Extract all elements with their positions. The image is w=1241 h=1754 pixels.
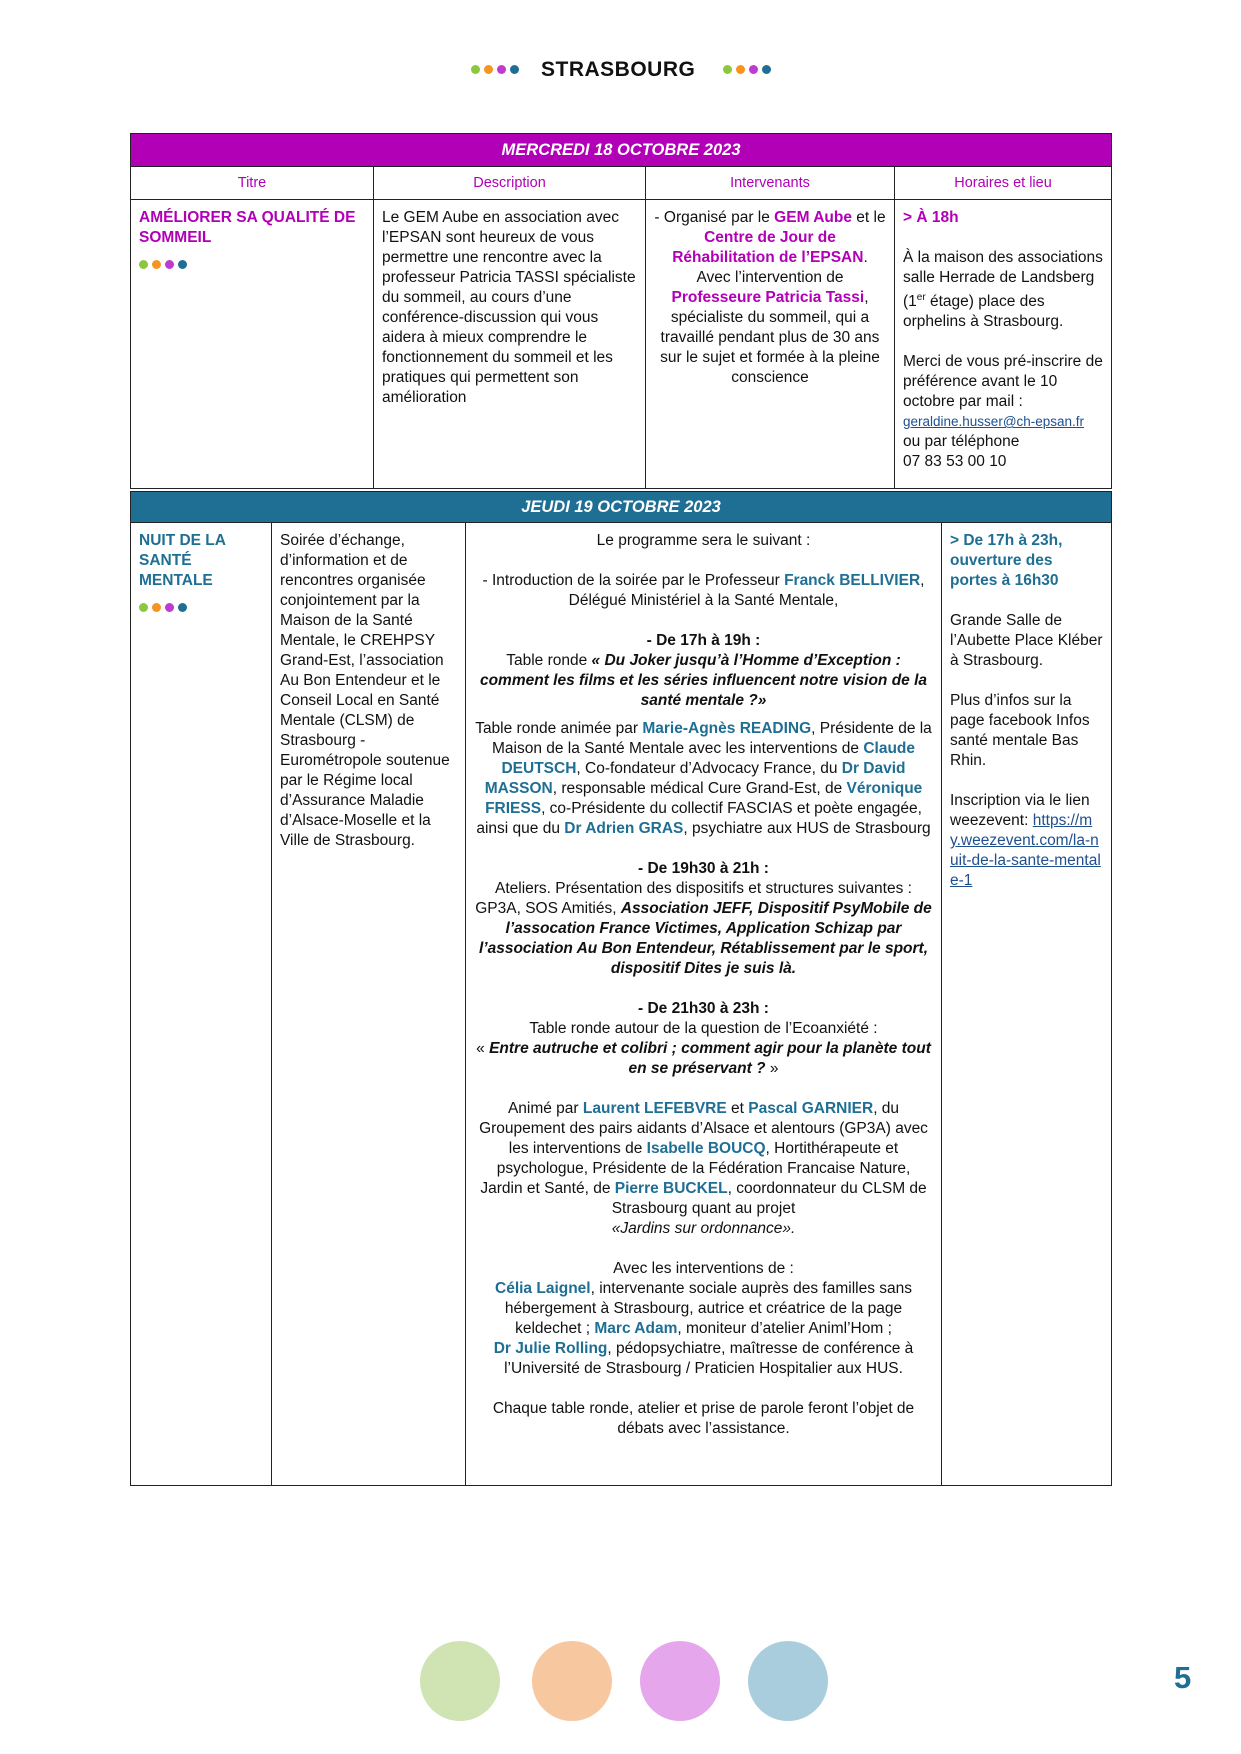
session3-speakers: Animé par Laurent LEFEBVRE et Pascal GARNIER, du Groupement des pairs aidants d’Alsace et alentours (GP3A) avec les interventions de Isabelle BOUCQ, Hortithérapeute et psychologue, Présidente de la Fédération Francaise Nature, Jardin et Santé, de Pierre BUCKEL, coordonnateur du CLSM de Strasbourg quant au projet [479, 1100, 928, 1217]
event-time: > À 18h [903, 209, 959, 226]
title-dots [139, 260, 365, 269]
event-table-day2 [130, 491, 1112, 1486]
event-horaires [895, 200, 1112, 489]
programme-intro: - Introduction de la soirée par le Professeur Franck BELLIVIER, Délégué Ministériel à la Santé Mentale, [482, 572, 925, 609]
header-dots-right [723, 65, 771, 74]
event-title-cell [131, 523, 272, 1486]
session2-time: - De 19h30 à 21h : [638, 860, 769, 877]
event-location: Grande Salle de l’Aubette Place Kléber à Strasbourg. [950, 612, 1103, 669]
dot-orange [484, 65, 493, 74]
session2-ateliers: Ateliers. Présentation des dispositifs et structures suivantes : GP3A, SOS Amitiés, Association JEFF, Dispositif PsyMobile de l’assocation France Victimes, Application Schizap par l’association Au Bon Entendeur, Rétablissement par le sport, dispositif Dites je suis là. [475, 880, 932, 977]
event-programme: Le programme sera le suivant : - Introduction de la soirée par le Professeur Franck BELLIVIER, Délégué Ministériel à la Santé Mentale, - De 17h à 19h : Table ronde « Du Joker jusqu’à l’Homme d’Exception : comment les films et les séries influencent notre vision de la santé mentale ?» Table ronde animée par Marie-Agnès READING, Présidente de la Maison de la Santé Mentale avec les interventions de Claude DEUTSCH, Co-fondateur d’Advocacy France, du Dr David MASSON, responsable médical Cure Grand-Est, de Véronique FRIESS, co-Présidente du collectif FASCIAS et poète engagée, ainsi que du Dr Adrien GRAS, psychiatre aux HUS de Strasbourg - De 19h30 à 21h : Ateliers. Présentation des dispositifs et structures suivantes : GP3A, SOS Amitiés, Association JEFF, Dispositif PsyMobile de l’assocation France Victimes, Application Schizap par l’association Au Bon Entendeur, Rétablissement par le sport, dispositif Dites je suis là. - De 21h30 à 23h : Table ronde autour de la question de l’Ecoanxiété : « Entre autruche et colibri ; comment agir pour la planète tout en se préservant ? » Animé par Laurent LEFEBVRE et Pascal GARNIER, du Groupement des pairs aidants d’Alsace et alentours (GP3A) avec les interventions de Isabelle BOUCQ, Hortithérapeute et psychologue, Présidente de la Fédération Francaise Nature, Jardin et Santé, de Pierre BUCKEL, coordonnateur du CLSM de Strasbourg quant au projet «Jardins sur ordonnance». Avec les interventions de : Célia Laignel, intervenante sociale auprès des familles sans hébergement à Strasbourg, autrice et créatrice de la page keldechet ; Marc Adam, moniteur d’atelier Animl’Hom ; Dr Julie Rolling, pédopsychiatre, maîtresse de conférence à l’Université de Strasbourg / Praticien Hospitalier aux HUS. Chaque table ronde, atelier et prise de parole feront l’objet de débats avec l’assistance. [466, 523, 942, 1486]
event-title: AMÉLIORER SA QUALITÉ DE SOMMEIL [139, 209, 356, 246]
session3-project: «Jardins sur ordonnance». [611, 1220, 796, 1237]
dot-blue [178, 603, 187, 612]
page-title: STRASBOURG [541, 58, 696, 81]
session3-intro: Table ronde autour de la question de l’Ecoanxiété : [529, 1020, 878, 1037]
session1-title: Table ronde « Du Joker jusqu’à l’Homme d’Exception : comment les films et les séries influencent notre vision de la santé mentale ?» [479, 652, 928, 709]
footer-circle-blue [748, 1641, 828, 1721]
day2-date-band: JEUDI 19 OCTOBRE 2023 [131, 492, 1112, 523]
dot-green [723, 65, 732, 74]
column-header-horaires: Horaires et lieu [895, 167, 1112, 200]
footer-circle-orange [532, 1641, 612, 1721]
title-dots [139, 603, 263, 612]
dot-orange [736, 65, 745, 74]
event-location: À la maison des associations salle Herrade de Landsberg (1er étage) place des orphelins à Strasbourg. [903, 249, 1103, 331]
event-description: Le GEM Aube en association avec l’EPSAN sont heureux de vous permettre une rencontre avec la professeur Patricia TASSI spécialiste du sommeil, au cours d’une conférence-discussion qui vous aidera à mieux comprendre le fonctionnement du sommeil et les pratiques qui permettent son amélioration [374, 200, 646, 489]
registration-text: Merci de vous pré-inscrire de préférence avant le 10 octobre par mail : [903, 353, 1103, 411]
event-title-cell [131, 200, 374, 489]
registration-text: Inscription via le lien weezevent: https://my.weezevent.com/la-nuit-de-la-sante-mentale-1 [950, 792, 1101, 889]
event-title: NUIT DE LA SANTÉ MENTALE [139, 532, 226, 589]
dot-orange [152, 260, 161, 269]
session1-speakers: Table ronde animée par Marie-Agnès READING, Présidente de la Maison de la Santé Mentale avec les interventions de Claude DEUTSCH, Co-fondateur d’Advocacy France, du Dr David MASSON, responsable médical Cure Grand-Est, de Véronique FRIESS, co-Présidente du collectif FASCIAS et poète engagée, ainsi que du Dr Adrien GRAS, psychiatre aux HUS de Strasbourg [475, 720, 932, 837]
session3-quote: « Entre autruche et colibri ; comment agir pour la planète tout en se préservant ? » [476, 1040, 931, 1077]
column-header-description: Description [374, 167, 646, 200]
phone-number: 07 83 53 00 10 [903, 453, 1007, 471]
dot-purple [497, 65, 506, 74]
dot-blue [178, 260, 187, 269]
event-horaires [942, 523, 1112, 1486]
event-intervenants: - Organisé par le GEM Aube et le Centre de Jour de Réhabilitation de l’EPSAN. Avec l’intervention de Professeure Patricia Tassi, spécialiste du sommeil, qui a travaillé pendant plus de 30 ans sur le sujet et formée à la pleine conscience [646, 200, 895, 489]
event-infos: Plus d’infos sur la page facebook Infos santé mentale Bas Rhin. [950, 692, 1090, 769]
event-time: > De 17h à 23h, ouverture des portes à 16h30 [950, 532, 1063, 589]
dot-green [139, 260, 148, 269]
other-speakers: Célia Laignel, intervenante sociale auprès des familles sans hébergement à Strasbourg, autrice et créatrice de la page keldechet ; Marc Adam, moniteur d’atelier Animl’Hom ; Dr Julie Rolling, pédopsychiatre, maîtresse de conférence à l’Université de Strasbourg / Praticien Hospitalier aux HUS. [493, 1280, 914, 1377]
dot-blue [762, 65, 771, 74]
footer-circle-green [420, 1641, 500, 1721]
column-header-intervenants: Intervenants [646, 167, 895, 200]
event-description: Soirée d’échange, d’information et de rencontres organisée conjointement par la Maison de la Santé Mentale, le CREHPSY Grand-Est, l’association Au Bon Entendeur et le Conseil Local en Santé Mentale (CLSM) de Strasbourg - Eurométropole soutenue par le Régime local d’Assurance Maladie d’Alsace-Moselle et la Ville de Strasbourg. [272, 523, 466, 1486]
dot-purple [749, 65, 758, 74]
programme-closing: Chaque table ronde, atelier et prise de parole feront l’objet de débats avec l’assistance. [492, 1400, 915, 1437]
weezevent-link[interactable]: https://my.weezevent.com/la-nuit-de-la-sante-mentale-1 [950, 812, 1101, 889]
footer-circle-purple [640, 1641, 720, 1721]
day1-date-band: MERCREDI 18 OCTOBRE 2023 [131, 134, 1112, 167]
dot-green [139, 603, 148, 612]
dot-purple [165, 603, 174, 612]
dot-purple [165, 260, 174, 269]
session3-time: - De 21h30 à 23h : [638, 1000, 769, 1017]
session1-time: - De 17h à 19h : [646, 632, 761, 649]
dot-blue [510, 65, 519, 74]
header-dots-left [471, 65, 519, 74]
email-link[interactable]: geraldine.husser@ch-epsan.fr [903, 414, 1085, 430]
page-number: 5 [1174, 1660, 1192, 1695]
column-header-titre: Titre [131, 167, 374, 200]
dot-orange [152, 603, 161, 612]
dot-green [471, 65, 480, 74]
event-table-day1 [130, 133, 1112, 489]
phone-label: ou par téléphone [903, 433, 1020, 451]
